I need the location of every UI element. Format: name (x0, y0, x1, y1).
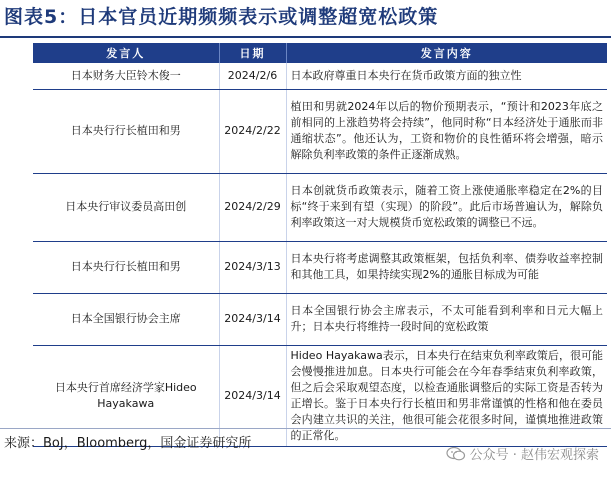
speaker-cell: 日本央行行长植田和男 (33, 89, 219, 173)
watermark-text: 公众号 · 赵伟宏观探索 (469, 448, 599, 463)
header-date: 日期 (219, 43, 286, 63)
table-row (33, 89, 607, 173)
table-row (33, 345, 607, 446)
content-cell: 日本创就货币政策表示，随着工资上涨使通胀率稳定在2%的目标“终于来到有望（实现）的阶段”。此后市场普遍认为，解除负利率政策这一对大规模货币宽松政策的调整已不远。 (286, 173, 607, 241)
speaker-cell: 日本全国银行协会主席 (33, 293, 219, 345)
content-cell: 日本政府尊重日本央行在货币政策方面的独立性 (286, 63, 607, 89)
speaker-cell: 日本央行审议委员高田创 (33, 173, 219, 241)
content-cell: 日本央行将考虑调整其政策框架，包括负利率、债券收益率控制和其他工具，如果持续实现2%的通胀目标成为可能 (286, 241, 607, 293)
statements-table (33, 43, 607, 447)
date-cell: 2024/3/14 (219, 293, 286, 345)
date-cell: 2024/2/22 (219, 89, 286, 173)
date-cell: 2024/2/29 (219, 173, 286, 241)
table-row (33, 293, 607, 345)
title-rule (0, 36, 611, 38)
table-row (33, 63, 607, 89)
table-row (33, 173, 607, 241)
content-cell: 日本全国银行协会主席表示，不太可能看到利率和日元大幅上升；日本央行将维持一段时间的宽松政策 (286, 293, 607, 345)
header-speaker: 发言人 (33, 43, 219, 63)
wechat-icon (446, 447, 466, 461)
speaker-cell: 日本财务大臣铃木俊一 (33, 63, 219, 89)
speaker-cell: 日本央行行长植田和男 (33, 241, 219, 293)
table-row (33, 241, 607, 293)
figure-title: 图表5：日本官员近期频频表示或调整超宽松政策 (4, 6, 439, 28)
date-cell: 2024/2/6 (219, 63, 286, 89)
source-rule (0, 428, 611, 429)
content-cell: Hideo Hayakawa表示，日本央行在结束负利率政策后，很可能会慢慢推进加息。日本央行可能会在今年春季结束负利率政策，但之后会采取观望态度，以检查通胀调整后的实际工资是否转为正增长。鉴于日本央行行长植田和男非常谨慎的性格和他在委员会内建立共识的关注，他很可能会花很多时间，谨慎地推进政策的正常化。 (286, 345, 607, 446)
content-cell: 植田和男就2024年以后的物价预期表示，“预计和2023年底之前相同的上涨趋势将会持续”，他同时称“日本经济处于通胀而非通缩状态”。他还认为，工资和物价的良性循环将会增强，暗示解除负利率政策的条件正逐渐成熟。 (286, 89, 607, 173)
source-note: 来源：BoJ，Bloomberg，国金证券研究所 (4, 436, 252, 451)
date-cell: 2024/3/14 (219, 345, 286, 446)
watermark (446, 444, 599, 463)
date-cell: 2024/3/13 (219, 241, 286, 293)
table-header-row (33, 43, 607, 63)
header-content: 发言内容 (286, 43, 607, 63)
speaker-cell: 日本央行首席经济学家Hideo Hayakawa (33, 345, 219, 446)
